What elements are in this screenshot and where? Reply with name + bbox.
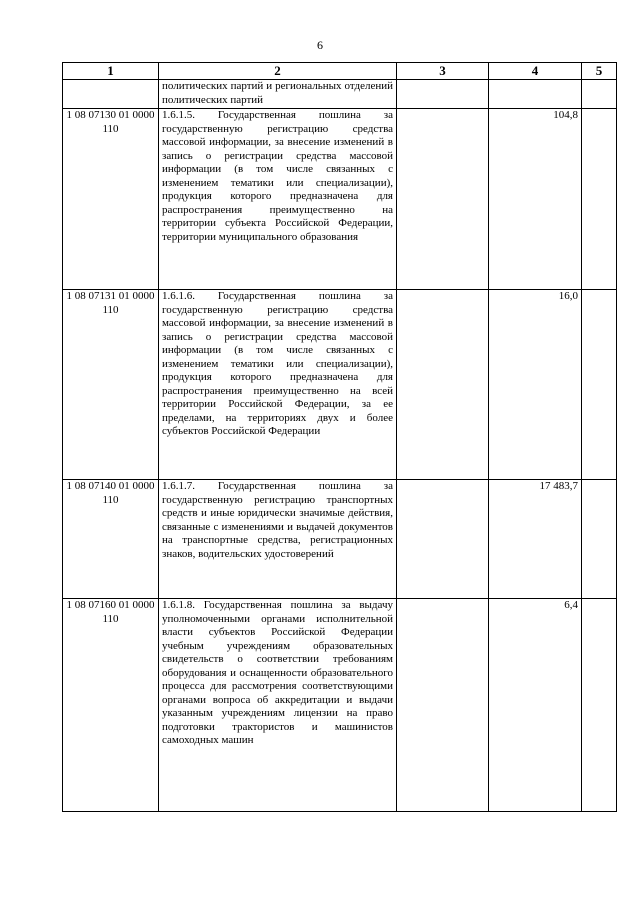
code-cell: 1 08 07130 01 0000 110 xyxy=(63,109,159,290)
column-header-4: 4 xyxy=(489,63,582,80)
amount-cell: 16,0 xyxy=(489,290,582,480)
col3-cell xyxy=(397,599,489,812)
table-row xyxy=(63,480,617,599)
table-row xyxy=(63,109,617,290)
col5-cell xyxy=(582,80,617,109)
code-cell: 1 08 07131 01 0000 110 xyxy=(63,290,159,480)
column-header-2: 2 xyxy=(159,63,397,80)
column-header-3: 3 xyxy=(397,63,489,80)
amount-cell: 17 483,7 xyxy=(489,480,582,599)
description-cell: 1.6.1.5. Государственная пошлина за государственную регистрацию средства массовой информации, за внесение изменений в запись о регистрации средства массовой информации (в том числе связанных с изменением тематики или специализации), продукция которого предназначена для распространения преимущественно на территории субъекта Российской Федерации, территории муниципального образования xyxy=(159,109,397,290)
code-cell: 1 08 07160 01 0000 110 xyxy=(63,599,159,812)
table-row-continuation xyxy=(63,80,617,109)
col3-cell xyxy=(397,109,489,290)
col5-cell xyxy=(582,290,617,480)
col3-cell xyxy=(397,80,489,109)
header-row xyxy=(63,63,617,80)
description-cell: 1.6.1.7. Государственная пошлина за государственную регистрацию транспортных средств и иные юридически значимые действия, связанные с изменениями и выдачей документов на транспортные средства, регистрационных знаков, водительских удостоверений xyxy=(159,480,397,599)
code-cell xyxy=(63,80,159,109)
col5-cell xyxy=(582,480,617,599)
description-cell: 1.6.1.8. Государственная пошлина за выдачу уполномоченными органами исполнительной власти субъектов Российской Федерации учебным учреждениям образовательных свидетельств о соответствии требованиям оборудования и оснащенности образовательного процесса для рассмотрения соответствующими органами вопроса об аккредитации и выдачи указанным учреждениям лицензии на право подготовки трактористов и машинистов самоходных машин xyxy=(159,599,397,812)
col3-cell xyxy=(397,480,489,599)
col5-cell xyxy=(582,109,617,290)
page-number: 6 xyxy=(317,38,323,52)
col5-cell xyxy=(582,599,617,812)
table-row xyxy=(63,290,617,480)
amount-cell: 104,8 xyxy=(489,109,582,290)
code-cell: 1 08 07140 01 0000 110 xyxy=(63,480,159,599)
description-cell: политических партий и региональных отделений политических партий xyxy=(159,80,397,109)
column-header-5: 5 xyxy=(582,63,617,80)
col3-cell xyxy=(397,290,489,480)
description-cell: 1.6.1.6. Государственная пошлина за государственную регистрацию средства массовой информации, за внесение изменений в запись о регистрации средства массовой информации (в том числе связанных с изменением тематики или специализации), продукция которого предназначена для распространения преимущественно на всей территории Российской Федерации, за ее пределами, на территориях двух и более субъектов Российской Федерации xyxy=(159,290,397,480)
table-row xyxy=(63,599,617,812)
budget-table xyxy=(62,62,617,812)
amount-cell xyxy=(489,80,582,109)
amount-cell: 6,4 xyxy=(489,599,582,812)
column-header-1: 1 xyxy=(63,63,159,80)
